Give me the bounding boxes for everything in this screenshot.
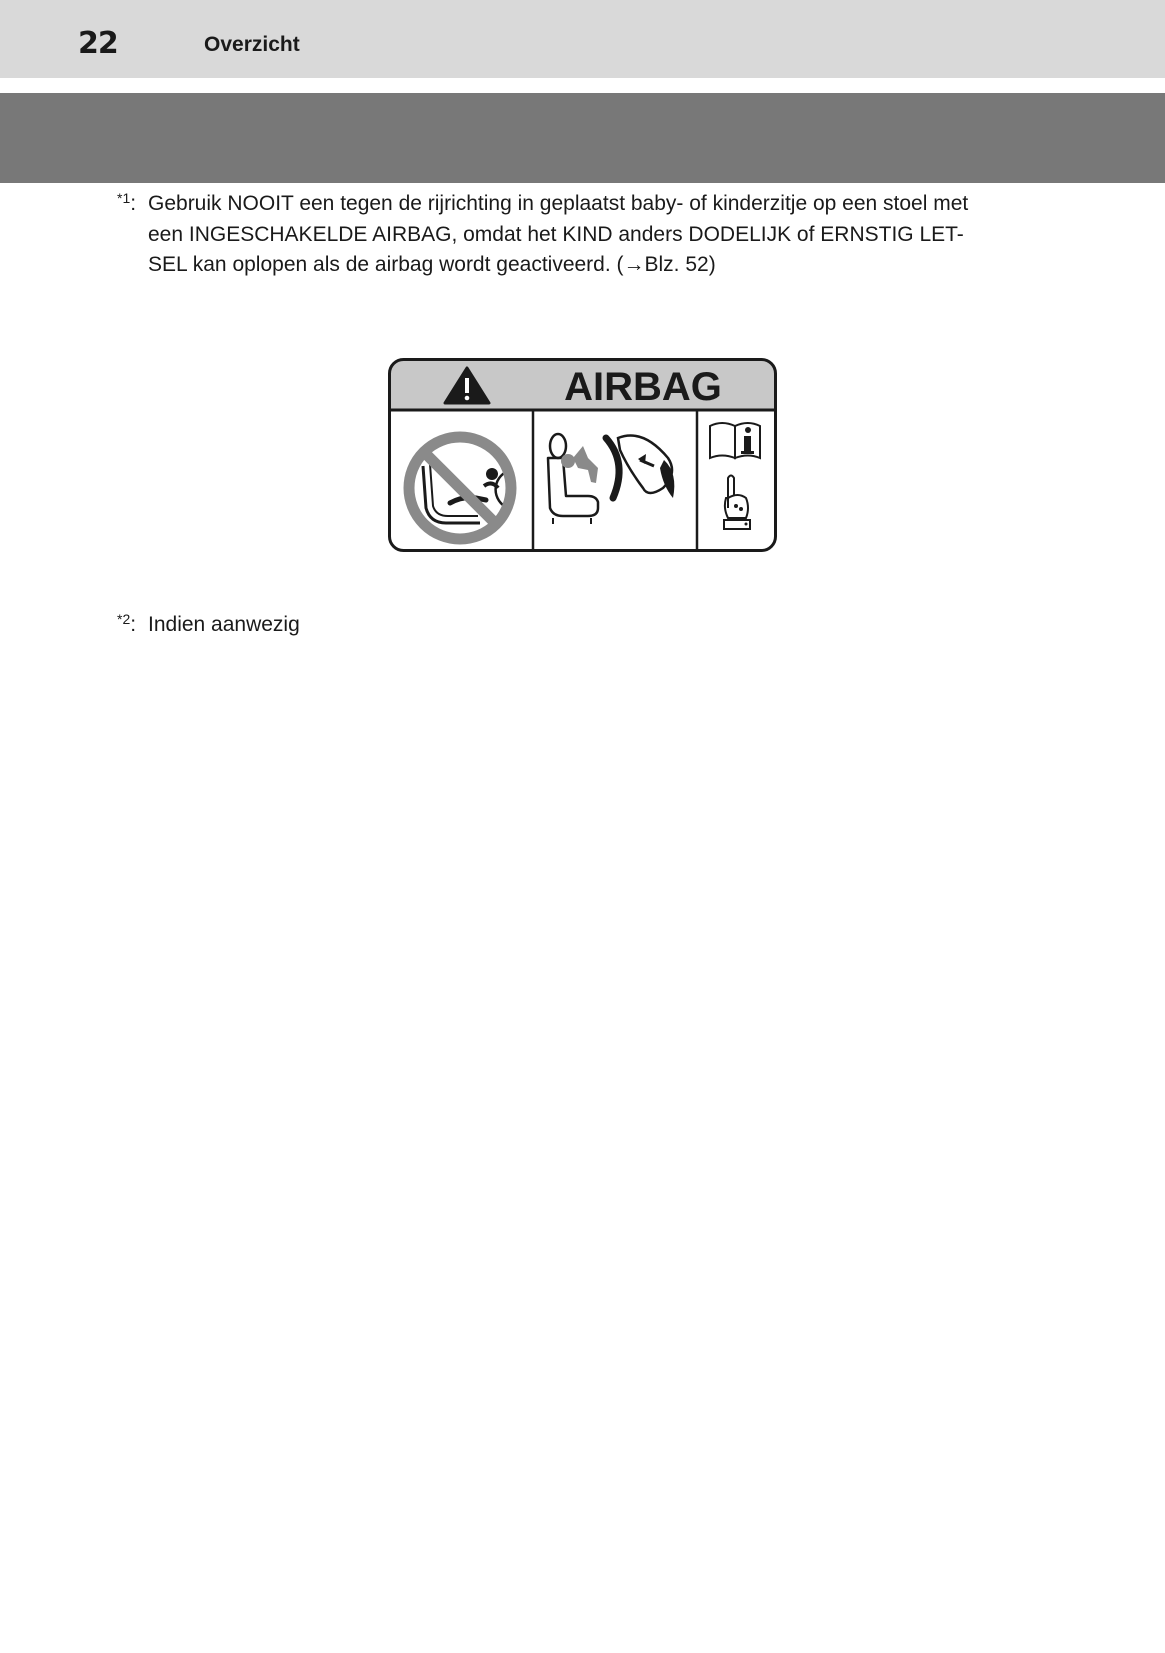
section-title: Overzicht — [204, 33, 300, 56]
airbag-warning-label — [388, 358, 777, 552]
footnote-line: een INGESCHAKELDE AIRBAG, omdat het KIND anders DODELIJK of ERNSTIG LET- — [148, 222, 964, 246]
footnote-text — [148, 189, 1008, 281]
read-manual-icon — [710, 423, 760, 458]
page-header — [0, 0, 1165, 78]
footnote-line: Gebruik NOOIT een tegen de rijrichting in geplaatst baby- of kinderzitje op een stoel met — [148, 192, 969, 215]
footnote-line: SEL kan oplopen als de airbag wordt geactiveerd. (→Blz. 52) — [148, 253, 716, 276]
label-title: AIRBAG — [564, 365, 722, 409]
footnote-1 — [117, 189, 1008, 281]
no-rear-facing-child-seat-icon — [409, 437, 511, 539]
footnote-line: Indien aanwezig — [148, 613, 300, 636]
airbag-deploy-hazard-icon — [548, 434, 674, 524]
image-placeholder-band — [0, 93, 1165, 183]
footnote-marker: $^{*2}$: — [117, 611, 137, 636]
footnote-text — [148, 610, 1008, 641]
pointing-hand-icon — [724, 476, 750, 530]
footnote-marker: $^{*1}$: — [117, 190, 137, 215]
footnote-2 — [117, 610, 1008, 641]
page-number: 22 — [78, 26, 118, 61]
